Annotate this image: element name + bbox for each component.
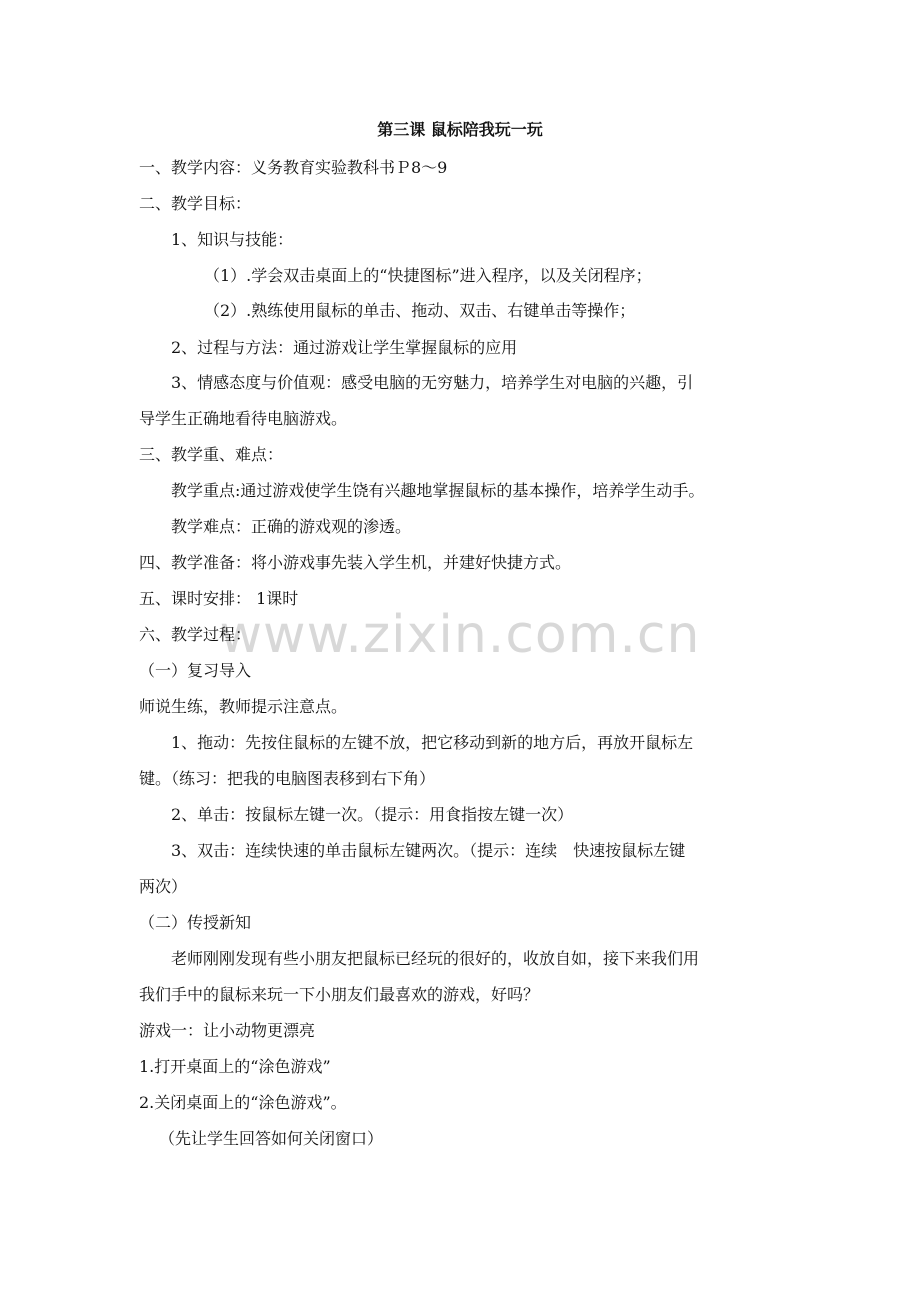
goal-emotion-line-2: 导学生正确地看待电脑游戏。: [139, 409, 348, 428]
game-note: （先让学生回答如何关闭窗口）: [159, 1129, 384, 1148]
section-key-points: 三、教学重、难点：: [139, 445, 284, 464]
game-one-title: 游戏一：让小动物更漂亮: [139, 1021, 316, 1040]
document-title: 第三课 鼠标陪我玩一玩: [377, 120, 543, 139]
section-teaching-content: 一、教学内容：义务教育实验教科书Ｐ8～9: [139, 158, 448, 177]
new-knowledge-line-1: 老师刚刚发现有些小朋友把鼠标已经玩的很好的，收放自如，接下来我们用: [171, 949, 700, 968]
goal-item-1: （1）.学会双击桌面上的“快捷图标”进入程序，以及关闭程序；: [204, 266, 652, 285]
review-drag-line-2: 键。（练习：把我的电脑图表移到右下角）: [139, 769, 436, 788]
section-preparation: 四、教学准备：将小游戏事先装入学生机，并建好快捷方式。: [139, 553, 572, 572]
key-point: 教学重点:通过游戏使学生饶有兴趣地掌握鼠标的基本操作，培养学生动手。: [171, 481, 705, 500]
goal-knowledge-skills: 1、知识与技能：: [171, 230, 294, 249]
goal-item-2: （2）.熟练使用鼠标的单击、拖动、双击、右键单击等操作；: [204, 301, 636, 320]
new-knowledge-line-2: 我们手中的鼠标来玩一下小朋友们最喜欢的游戏，好吗？: [139, 985, 540, 1004]
review-double-click-line-2: 两次）: [139, 877, 188, 896]
review-double-click-line-1: 3、双击：连续快速的单击鼠标左键两次。（提示：连续 快速按鼠标左键: [171, 841, 686, 860]
difficult-point: 教学难点：正确的游戏观的渗透。: [171, 517, 412, 536]
section-teaching-goals: 二、教学目标：: [139, 194, 252, 213]
game-step-2: 2.关闭桌面上的“涂色游戏”。: [139, 1093, 347, 1112]
goal-process-method: 2、过程与方法：通过游戏让学生掌握鼠标的应用: [171, 338, 518, 357]
section-schedule: 五、课时安排： 1课时: [139, 589, 299, 608]
review-click: 2、单击：按鼠标左键一次。（提示：用食指按左键一次）: [171, 805, 574, 824]
review-drag-line-1: 1、拖动：先按住鼠标的左键不放，把它移动到新的地方后，再放开鼠标左: [171, 733, 694, 752]
review-intro: 师说生练，教师提示注意点。: [139, 697, 348, 716]
subsection-review: （一）复习导入: [139, 661, 252, 680]
goal-emotion-line-1: 3、情感态度与价值观：感受电脑的无穷魅力，培养学生对电脑的兴趣，引: [171, 373, 694, 392]
game-step-1: 1.打开桌面上的“涂色游戏”: [139, 1057, 331, 1076]
watermark: www.zixin.com.cn: [219, 605, 701, 665]
subsection-new-knowledge: （二）传授新知: [139, 913, 252, 932]
section-process: 六、教学过程：: [139, 625, 252, 644]
